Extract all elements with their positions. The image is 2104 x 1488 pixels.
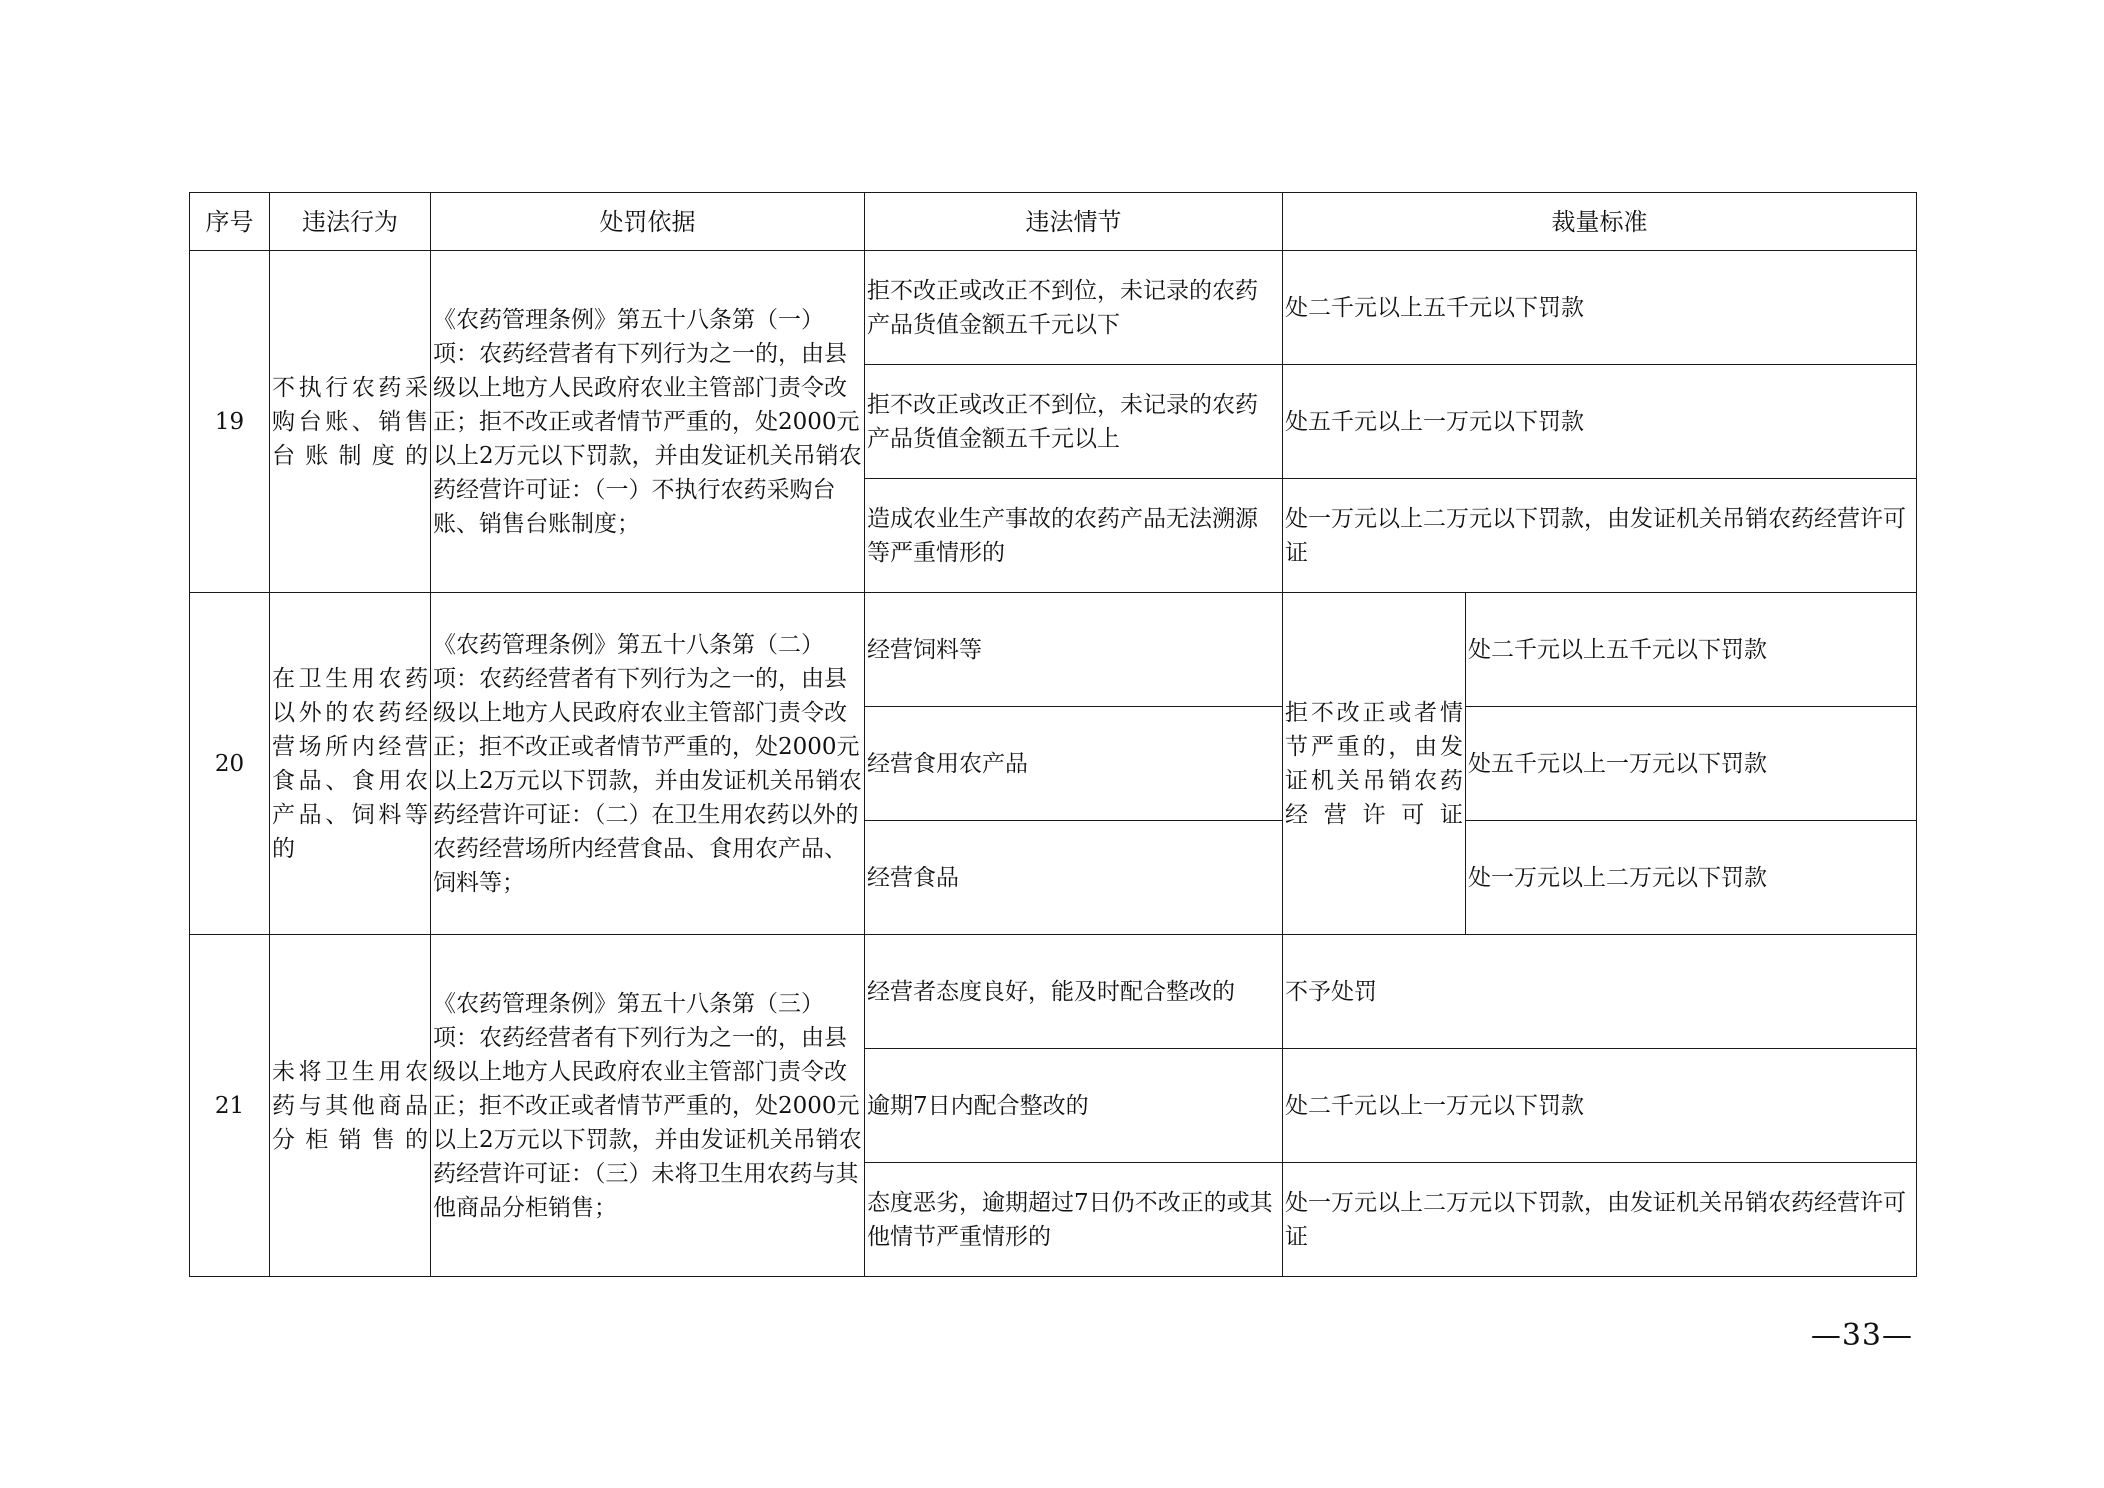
header-penalty-basis: 处罚依据: [431, 193, 865, 251]
row-penalty-basis: 《农药管理条例》第五十八条第（三）项：农药经营者有下列行为之一的，由县级以上地方人民政府农业主管部门责令改正；拒不改正或者情节严重的，处2000元以上2万元以下罚款，并由发证机关吊销农药经营许可证：（三）未将卫生用农药与其他商品分柜销售；: [431, 935, 865, 1277]
header-standard: 裁量标准: [1283, 193, 1917, 251]
row-standard: 处一万元以上二万元以下罚款，由发证机关吊销农药经营许可证: [1283, 479, 1917, 593]
page-number: —33—: [1810, 1318, 1913, 1353]
row-penalty-basis: 《农药管理条例》第五十八条第（一）项：农药经营者有下列行为之一的，由县级以上地方人民政府农业主管部门责令改正；拒不改正或者情节严重的，处2000元以上2万元以下罚款，并由发证机关吊销农药经营许可证：（一）不执行农药采购台账、销售台账制度；: [431, 251, 865, 593]
row-circumstance: 经营食用农产品: [865, 707, 1283, 821]
table-row: [190, 935, 1917, 1049]
row-circumstance: 拒不改正或改正不到位，未记录的农药产品货值金额五千元以下: [865, 251, 1283, 365]
row-circumstance: 造成农业生产事故的农药产品无法溯源等严重情形的: [865, 479, 1283, 593]
row-violation: 在卫生用农药以外的农药经营场所内经营食品、食用农产品、饲料等的: [270, 593, 431, 935]
row-standard: 不予处罚: [1283, 935, 1917, 1049]
row-standard: 处一万元以上二万元以下罚款，由发证机关吊销农药经营许可证: [1283, 1163, 1917, 1277]
row-standard: 处二千元以上一万元以下罚款: [1283, 1049, 1917, 1163]
row-violation: 未将卫生用农药与其他商品分柜销售的: [270, 935, 431, 1277]
row-circumstance: 经营饲料等: [865, 593, 1283, 707]
row-standard: 处二千元以上五千元以下罚款: [1466, 593, 1917, 707]
row-shared-condition: 拒不改正或者情节严重的，由发证机关吊销农药经营许可证: [1283, 593, 1466, 935]
row-standard: 处五千元以上一万元以下罚款: [1283, 365, 1917, 479]
row-circumstance: 经营食品: [865, 821, 1283, 935]
row-standard: 处二千元以上五千元以下罚款: [1283, 251, 1917, 365]
table-row: [190, 251, 1917, 365]
header-violation: 违法行为: [270, 193, 431, 251]
row-circumstance: 拒不改正或改正不到位，未记录的农药产品货值金额五千元以上: [865, 365, 1283, 479]
header-circumstance: 违法情节: [865, 193, 1283, 251]
row-serial-no: 19: [190, 251, 270, 593]
header-serial-no: 序号: [190, 193, 270, 251]
row-circumstance: 逾期7日内配合整改的: [865, 1049, 1283, 1163]
table-row: [190, 593, 1917, 707]
row-circumstance: 态度恶劣，逾期超过7日仍不改正的或其他情节严重情形的: [865, 1163, 1283, 1277]
row-serial-no: 20: [190, 593, 270, 935]
row-violation: 不执行农药采购台账、销售台账制度的: [270, 251, 431, 593]
row-penalty-basis: 《农药管理条例》第五十八条第（二）项：农药经营者有下列行为之一的，由县级以上地方人民政府农业主管部门责令改正；拒不改正或者情节严重的，处2000元以上2万元以下罚款，并由发证机关吊销农药经营许可证：（二）在卫生用农药以外的农药经营场所内经营食品、食用农产品、饲料等；: [431, 593, 865, 935]
row-standard: 处一万元以上二万元以下罚款: [1466, 821, 1917, 935]
row-standard: 处五千元以上一万元以下罚款: [1466, 707, 1917, 821]
penalty-discretion-table: [189, 192, 1917, 1277]
table-header-row: [190, 193, 1917, 251]
row-circumstance: 经营者态度良好，能及时配合整改的: [865, 935, 1283, 1049]
row-serial-no: 21: [190, 935, 270, 1277]
